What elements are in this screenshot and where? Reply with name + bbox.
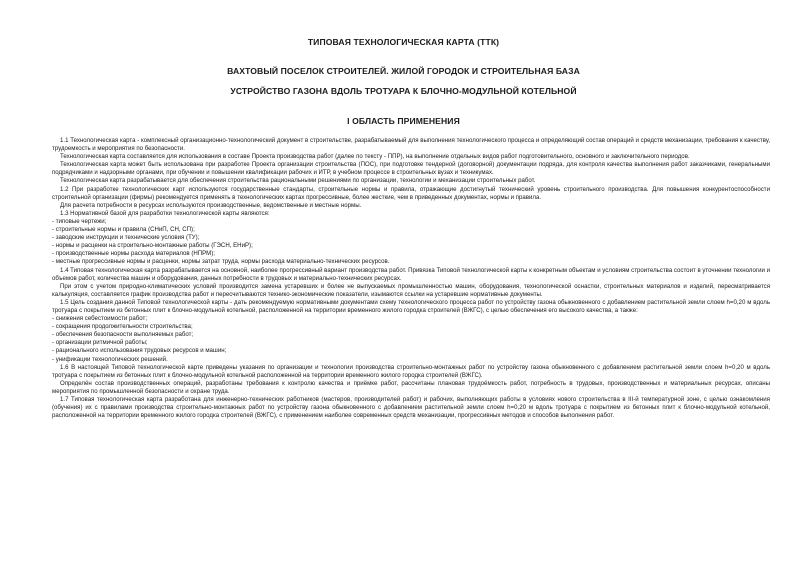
list-item: - местные прогрессивные нормы и расценки, нормы затрат труда, нормы расхода материально-технических ресурсов. [52, 258, 390, 266]
list-item: - снижения себестоимости работ; [52, 315, 148, 323]
list-item: - производственные нормы расхода материалов (НПРМ); [52, 250, 215, 258]
paragraph-1-4: 1.4 Типовая технологическая карта разрабатывается на основной, наиболее прогрессивный вариант производства работ. Привязка Типовой технологической карты к конкретным объектам и условиям строительства состоит в уточнении технологии и объемов работ, количества машин и оборудования, данных потребности в трудовых и материально-технических ресурсах. [52, 266, 770, 282]
paragraph-1-6: 1.6 В настоящей Типовой технологической карте приведены указания по организации и технологии производства строительно-монтажных работ по устройству газона обыкновенного с добавлением растительной земли слоем h=0,20 м вдоль тротуара с покрытием из бетонных плит к блочно-модульной котельной расположенной на территории временного жилого городка строителей (ВЖГС). [52, 363, 770, 379]
list-item: - сокращения продолжительности строительства; [52, 323, 193, 331]
paragraph: Технологическая карта составляется для использования в составе Проекта производства работ (далее по тексту - ППР), на выполнение отдельных видов работ подготовительного, основного и заключительного периодов. [60, 153, 690, 161]
document-subtitle-1: ВАХТОВЫЙ ПОСЕЛОК СТРОИТЕЛЕЙ. ЖИЛОЙ ГОРОДОК И СТРОИТЕЛЬНАЯ БАЗА [227, 66, 580, 76]
document-title: ТИПОВАЯ ТЕХНОЛОГИЧЕСКАЯ КАРТА (ТТК) [307, 37, 500, 47]
document-subtitle-2: УСТРОЙСТВО ГАЗОНА ВДОЛЬ ТРОТУАРА К БЛОЧНО-МОДУЛЬНОЙ КОТЕЛЬНОЙ [230, 86, 577, 96]
paragraph: Технологическая карта может быть использована при разработке Проекта организации строительства (ПОС), при подготовке тендерной (договорной) документации подряда, для контроля качества выполнения работ заказчиками, генеральными подрядчиками и надзорными органами, при обучении и повышении квалификации рабочих и ИТР, в учебном процессе в строительных вузах и техникумах. [52, 161, 770, 177]
paragraph-1-1: 1.1 Технологическая карта - комплексный организационно-технологический документ в строительстве, разрабатываемый для выполнения технологического процесса и определяющий состав операций и средств механизации, требования к качеству, трудоемкость и мероприятия по безопасности. [52, 137, 770, 153]
paragraph-1-3: 1.3 Нормативной базой для разработки технологической карты являются: [60, 209, 270, 217]
list-item: - строительные нормы и правила (СНиП, СН, СП); [52, 226, 195, 234]
list-item: - нормы и расценки на строительно-монтажные работы (ГЭСН, ЕНиР); [52, 242, 253, 250]
section-heading: I ОБЛАСТЬ ПРИМЕНЕНИЯ [347, 116, 460, 126]
list-item: - рационального использования трудовых ресурсов и машин; [52, 347, 227, 355]
paragraph: Определён состав производственных операций, разработаны требования к контролю качества и приёмке работ, рассчитаны плановая трудоёмкость работ, потребность в трудовых, производственных и материальных ресурсах, описаны мероприятия по промышленной безопасности и охране труда. [52, 379, 770, 395]
list-item: - унификации технологических решений. [52, 355, 168, 363]
list-item: - организации ритмичной работы; [52, 339, 148, 347]
paragraph: При этом с учетом природно-климатических условий производится замена устаревших и более не выпускаемых промышленностью машин, оборудования, технологической оснастки, строительных материалов и изделий, пересматривается калькуляция, составляется график производства работ и пересчитываются технико-экономические показатели, изымаются ссылки на устаревшие нормативные документы. [52, 282, 770, 298]
list-item: - типовые чертежи; [52, 217, 107, 225]
paragraph-1-2: 1.2 При разработке технологических карт используются государственные стандарты, строительные нормы и правила, отражающие достигнутый технический уровень строительного производства. Для повышения конкурентоспособности строительной организации (фирмы) рекомендуется применять в технологических картах прогрессивные, более жесткие, чем в приведенных документах, нормы и правила. [52, 185, 770, 201]
list-item: - обеспечения безопасности выполняемых работ; [52, 331, 194, 339]
paragraph-1-5: 1.5 Цель создания данной Типовой технологической карты - дать рекомендуемую нормативными документами схему технологического процесса работ по устройству газона обыкновенного с добавлением растительной земли слоем h=0,20 м вдоль тротуара с покрытием из бетонных плит к блочно-модульной котельной, расположенной на территории временного жилого городка строителей (ВЖГС), с целью обеспечения его высокого качества, а также: [52, 298, 770, 314]
list-item: - заводские инструкции и технические условия (ТУ); [52, 234, 200, 242]
document-body [52, 137, 770, 420]
paragraph: Для расчета потребности в ресурсах используются производственные, ведомственные и местные нормы. [60, 201, 362, 209]
paragraph: Технологическая карта разрабатывается для обеспечения строительства рациональными решениями по организации, технологии и механизации строительных работ. [60, 177, 536, 185]
paragraph-1-7: 1.7 Типовая технологическая карта разработана для инженерно-технических работников (мастеров, производителей работ) и рабочих, выполняющих работы в условиях нового строительства в III-й температурной зоне, с целью ознакомления (обучения) их с правилами производства строительно-монтажных работ по устройству газона обыкновенного с добавлением растительной земли слоем h=0,20 м вдоль тротуара с покрытием из бетонных плит к блочно-модульной котельной, расположенной на территории временного жилого городка строителей (ВЖГС), с применением наиболее современных средств механизации, прогрессивных методов и способов выполнения работ. [52, 396, 770, 420]
